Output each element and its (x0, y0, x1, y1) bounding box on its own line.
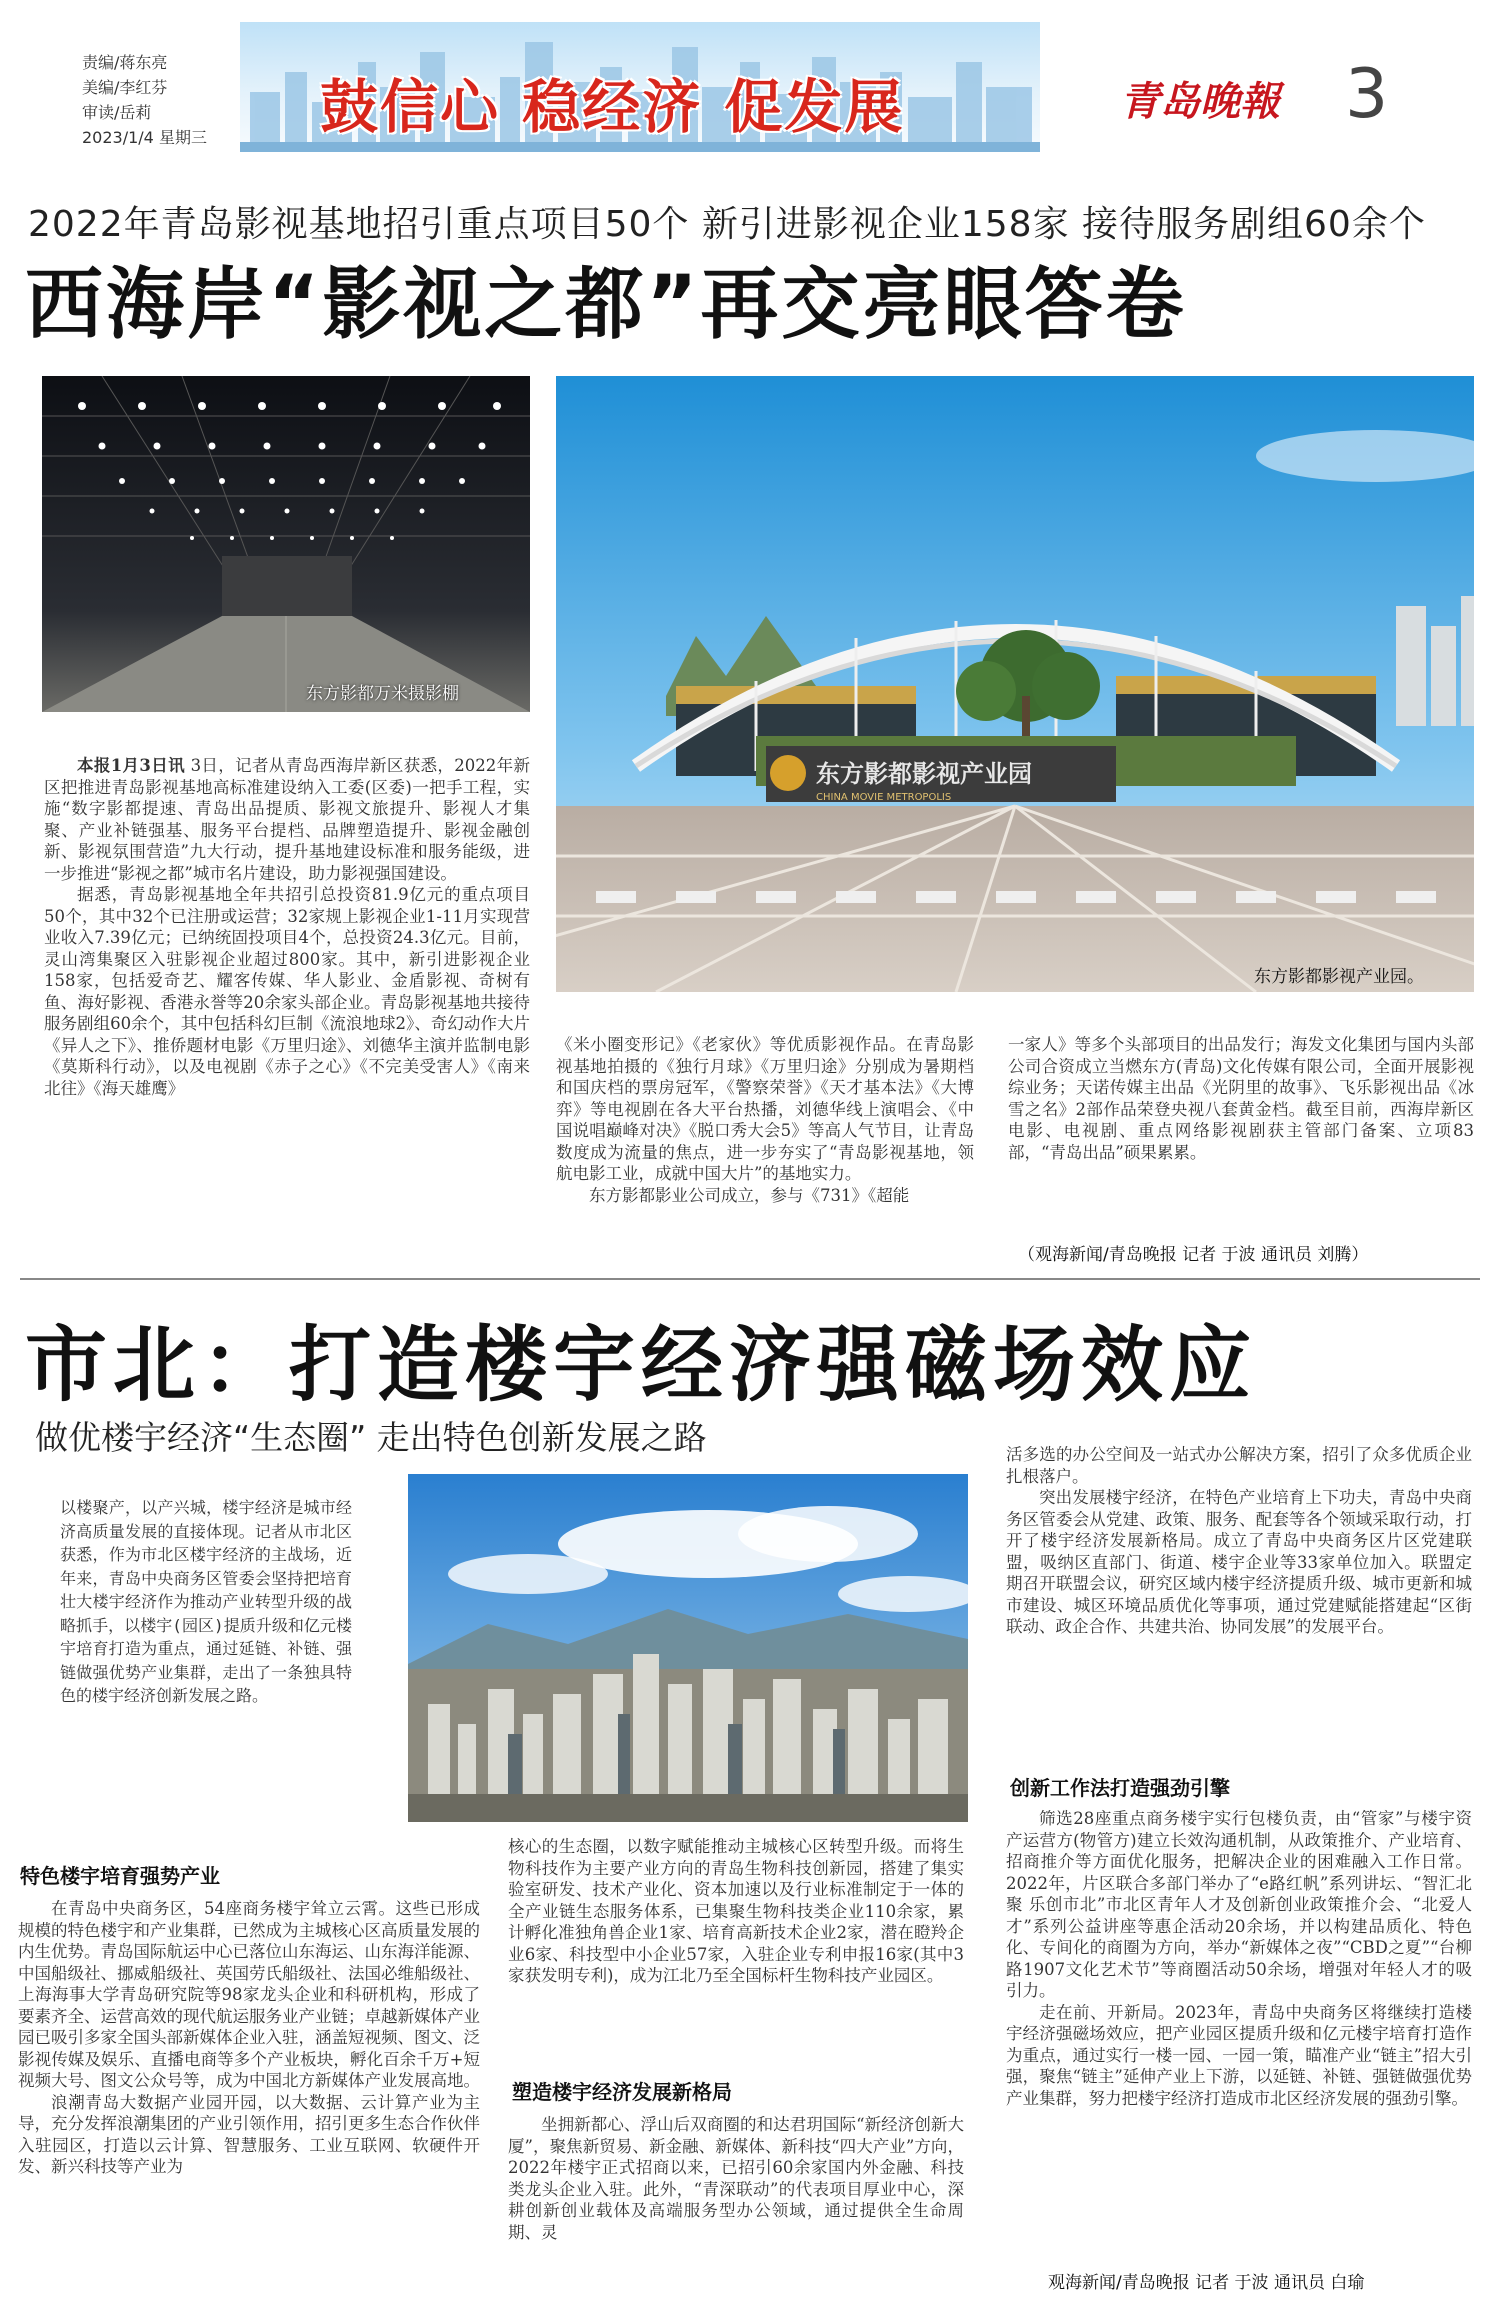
dateline: 本报1月3日讯 (77, 756, 185, 775)
issue-date: 2023/1/4 星期三 (82, 128, 207, 147)
article2-headline: 市北：打造楼宇经济强磁场效应 (25, 1318, 1258, 1413)
paragraph: 东方影都影业公司成立，参与《731》《超能 (589, 1185, 910, 1205)
studio-interior-image (42, 376, 530, 712)
article2-column-2b (508, 2114, 964, 2299)
city-photo (408, 1474, 968, 1822)
article2-subheadline: 做优楼宇经济“生态圈” 走出特色创新发展之路 (35, 1418, 707, 1457)
paragraph: 核心的生态圈，以数字赋能推动主城核心区转型升级。而将生物科技作为主要产业方向的青岛生物科技创新园，搭建了集实验室研发、技术产业化、资本加速以及行业标准制定于一体的全产业链生态服务体系，已集聚生物科技类企业110余家，累计孵化准独角兽企业1家、培育高新技术企业2家，潜在瞪羚企业6家、科技型中小企业57家，入驻企业专利申报16家(其中3家获发明专利)，成为江北乃至全国标杆生物科技产业园区。 (508, 1837, 964, 1985)
park-gate-sign-en: CHINA MOVIE METROPOLIS (816, 792, 952, 803)
studio-photo-caption: 东方影都万米摄影棚 (306, 684, 459, 704)
article1-subheadline: 2022年青岛影视基地招引重点项目50个 新引进影视企业158家 接待服务剧组60余个 (28, 204, 1426, 245)
paragraph: 活多选的办公空间及一站式办公解决方案，招引了众多优质企业扎根落户。 (1006, 1445, 1472, 1486)
section-title-1: 特色楼宇培育强势产业 (20, 1864, 220, 1888)
masthead (0, 0, 1500, 160)
paragraph: 坐拥新都心、浮山后双商圈的和达君玥国际“新经济创新大厦”，聚焦新贸易、新金融、新媒体、新科技“四大产业”方向，2022年楼宇正式招商以来，已招引60余家国内外金融、科技类龙头企业入驻。此外，“青深联动”的代表项目厚业中心，深耕创新创业载体及高端服务型办公领域，通过提供全生命周期、灵 (508, 2115, 964, 2242)
article1-byline: （观海新闻/青岛晚报 记者 于波 通讯员 刘腾） (1018, 1245, 1369, 1265)
slogan-banner (240, 22, 1040, 152)
section-title-3: 创新工作法打造强劲引擎 (1010, 1776, 1230, 1800)
article2-column-3b (1006, 1808, 1472, 2260)
park-gate-sign: 东方影都影视产业园 (816, 760, 1032, 788)
article2-intro: 以楼聚产，以产兴城，楼宇经济是城市经济高质量发展的直接体现。记者从市北区获悉，作为市北区楼宇经济的主战场，近年来，青岛中央商务区管委会坚持把培育壮大楼宇经济作为推动产业转型升级的战略抓手，以楼宇(园区)提质升级和亿元楼宇培育打造为重点，通过延链、补链、强链做强优势产业集群，走出了一条独具特色的楼宇经济创新发展之路。 (60, 1498, 352, 1705)
paragraph: 一家人》等多个头部项目的出品发行；海发文化集团与国内头部公司合资成立当燃东方(青岛)文化传媒有限公司，全面开展影视综业务；天诺传媒主出品《光阴里的故事》、飞乐影视出品《冰雪之名》2部作品荣登央视八套黄金档。截至目前，西海岸新区电影、电视剧、重点网络影视剧获主管部门备案、立项83部，“青岛出品”硕果累累。 (1008, 1035, 1474, 1162)
article1-column-1 (44, 755, 530, 1275)
paragraph: 在青岛中央商务区，54座商务楼宇耸立云霄。这些已形成规模的特色楼宇和产业集群，已然成为主城核心区高质量发展的内生优势。青岛国际航运中心已落位山东海运、山东海洋能源、中国船级社、挪威船级社、英国劳氏船级社、法国必维船级社、上海海事大学青岛研究院等98家龙头企业和科研机构，形成了要素齐全、运营高效的现代航运服务业产业链；卓越新媒体产业园已吸引多家全国头部新媒体企业入驻，涵盖短视频、图文、泛影视传媒及娱乐、直播电商等多个产业板块，孵化百余千万+短视频大号、图文公众号等，成为中国北方新媒体产业发展高地。 (18, 1899, 480, 2090)
paragraph: 浪潮青岛大数据产业园开园，以大数据、云计算产业为主导，充分发挥浪潮集团的产业引领作用，招引更多生态合作伙伴入驻园区，打造以云计算、智慧服务、工业互联网、软硬件开发、新兴科技等产业为 (18, 2092, 480, 2176)
studio-photo (42, 376, 530, 712)
article1-headline: 西海岸“影视之都”再交亮眼答卷 (25, 260, 1187, 350)
article1-column-3 (1008, 1034, 1474, 1234)
park-photo (556, 376, 1474, 992)
editor-line: 美编/李红芬 (82, 78, 168, 97)
paragraph: 走在前、开新局。2023年，青岛中央商务区将继续打造楼宇经济强磁场效应，把产业园区提质升级和亿元楼宇培育打造作为重点，通过实行一楼一园、一园一策，瞄准产业“链主”招大引强，聚焦“链主”延伸产业上下游，以延链、补链、强链做强优势产业集群，努力把楼宇经济打造成市北区经济发展的强劲引擎。 (1006, 2002, 1472, 2108)
page-number: 3 (1345, 55, 1389, 134)
editor-credits (82, 50, 207, 150)
section-title-2: 塑造楼宇经济发展新格局 (512, 2080, 732, 2104)
paragraph: 3日，记者从青岛西海岸新区获悉，2022年新区把推进青岛影视基地高标准建设纳入工委(区委)一把手工程，实施“数字影都提速、青岛出品提质、影视文旅提升、影视人才集聚、产业补链强基、服务平台提档、品牌塑造提升、影视金融创新、影视氛围营造”九大行动，提升基地建设标准和服务能级，进一步推进“影视之都”城市名片建设，助力影视强国建设。 (44, 756, 530, 883)
paragraph: 据悉，青岛影视基地全年共招引总投资81.9亿元的重点项目50个，其中32个已注册或运营；32家规上影视企业1-11月实现营业收入7.39亿元；已纳统固投项目4个，总投资24.3亿元。目前，灵山湾集聚区入驻影视企业超过800家。其中，新引进影视企业158家，包括爱奇艺、耀客传媒、华人影业、金盾影视、奇树有鱼、海好影视、香港永誉等20余家头部企业。青岛影视基地共接待服务剧组60余个，其中包括科幻巨制《流浪地球2》、奇幻动作大片《异人之下》、推侨题材电影《万里归途》、刘德华主演并监制电影《莫斯科行动》，以及电视剧《赤子之心》《不完美受害人》《南来北往》《海天雄鹰》 (44, 885, 530, 1098)
editor-line: 审读/岳莉 (82, 103, 152, 122)
park-photo-caption: 东方影都影视产业园。 (1254, 967, 1424, 987)
paragraph: 筛选28座重点商务楼宇实行包楼负责，由“管家”与楼宇资产运营方(物管方)建立长效沟通机制，从政策推介、产业培育、招商推介等方面优化服务，把解决企业的困难融入工作日常。2022年，片区联合多部门举办了“e路红帆”系列讲坛、“智汇北聚 乐创市北”市北区青年人才及创新创业政策推介会、“北爱人才”系列公益讲座等惠企活动20余场，并以构建品质化、特色化、专间化的商圈为方向，举办“新媒体之夜”“CBD之夏”“台柳路1907文化艺术节”等商圈活动50余场，增强对年轻人才的吸引力。 (1006, 1809, 1472, 2000)
editor-line: 责编/蒋东亮 (82, 53, 168, 72)
newspaper-logo: 青岛晚報 (1120, 78, 1280, 125)
article-divider (20, 1278, 1480, 1280)
city-aerial-image (408, 1474, 968, 1822)
slogan-text: 鼓信心 稳经济 促发展 (320, 73, 905, 141)
park-gate-image (556, 376, 1474, 992)
article1-column-2 (556, 1034, 974, 1266)
article2-column-3a (1006, 1444, 1472, 1760)
article2-byline: 观海新闻/青岛晚报 记者 于波 通讯员 白瑜 (1048, 2273, 1365, 2293)
paragraph: 突出发展楼宇经济，在特色产业培育上下功夫，青岛中央商务区管委会从党建、政策、服务、配套等各个领域采取行动，打开了楼宇经济发展新格局。成立了青岛中央商务区片区党建联盟，吸纳区直部门、街道、楼宇企业等33家单位加入。联盟定期召开联盟会议，研究区域内楼宇经济提质升级、城市更新和城市建设、城区环境品质优化等事项，通过党建赋能搭建起“区街联动、政企合作、共建共治、协同发展”的发展平台。 (1006, 1488, 1472, 1636)
article2-column-1 (18, 1898, 480, 2298)
article2-column-2a (508, 1836, 964, 2058)
paragraph: 《米小圈变形记》《老家伙》等优质影视作品。在青岛影视基地拍摄的《独行月球》《万里归途》分别成为暑期档和国庆档的票房冠军，《警察荣誉》《天才基本法》《大博弈》等电视剧在各大平台热播，刘德华线上演唱会、《中国说唱巅峰对决》《脱口秀大会5》等高人气节目，让青岛数度成为流量的焦点，进一步夯实了“青岛影视基地，领航电影工业，成就中国大片”的基地实力。 (556, 1035, 974, 1183)
